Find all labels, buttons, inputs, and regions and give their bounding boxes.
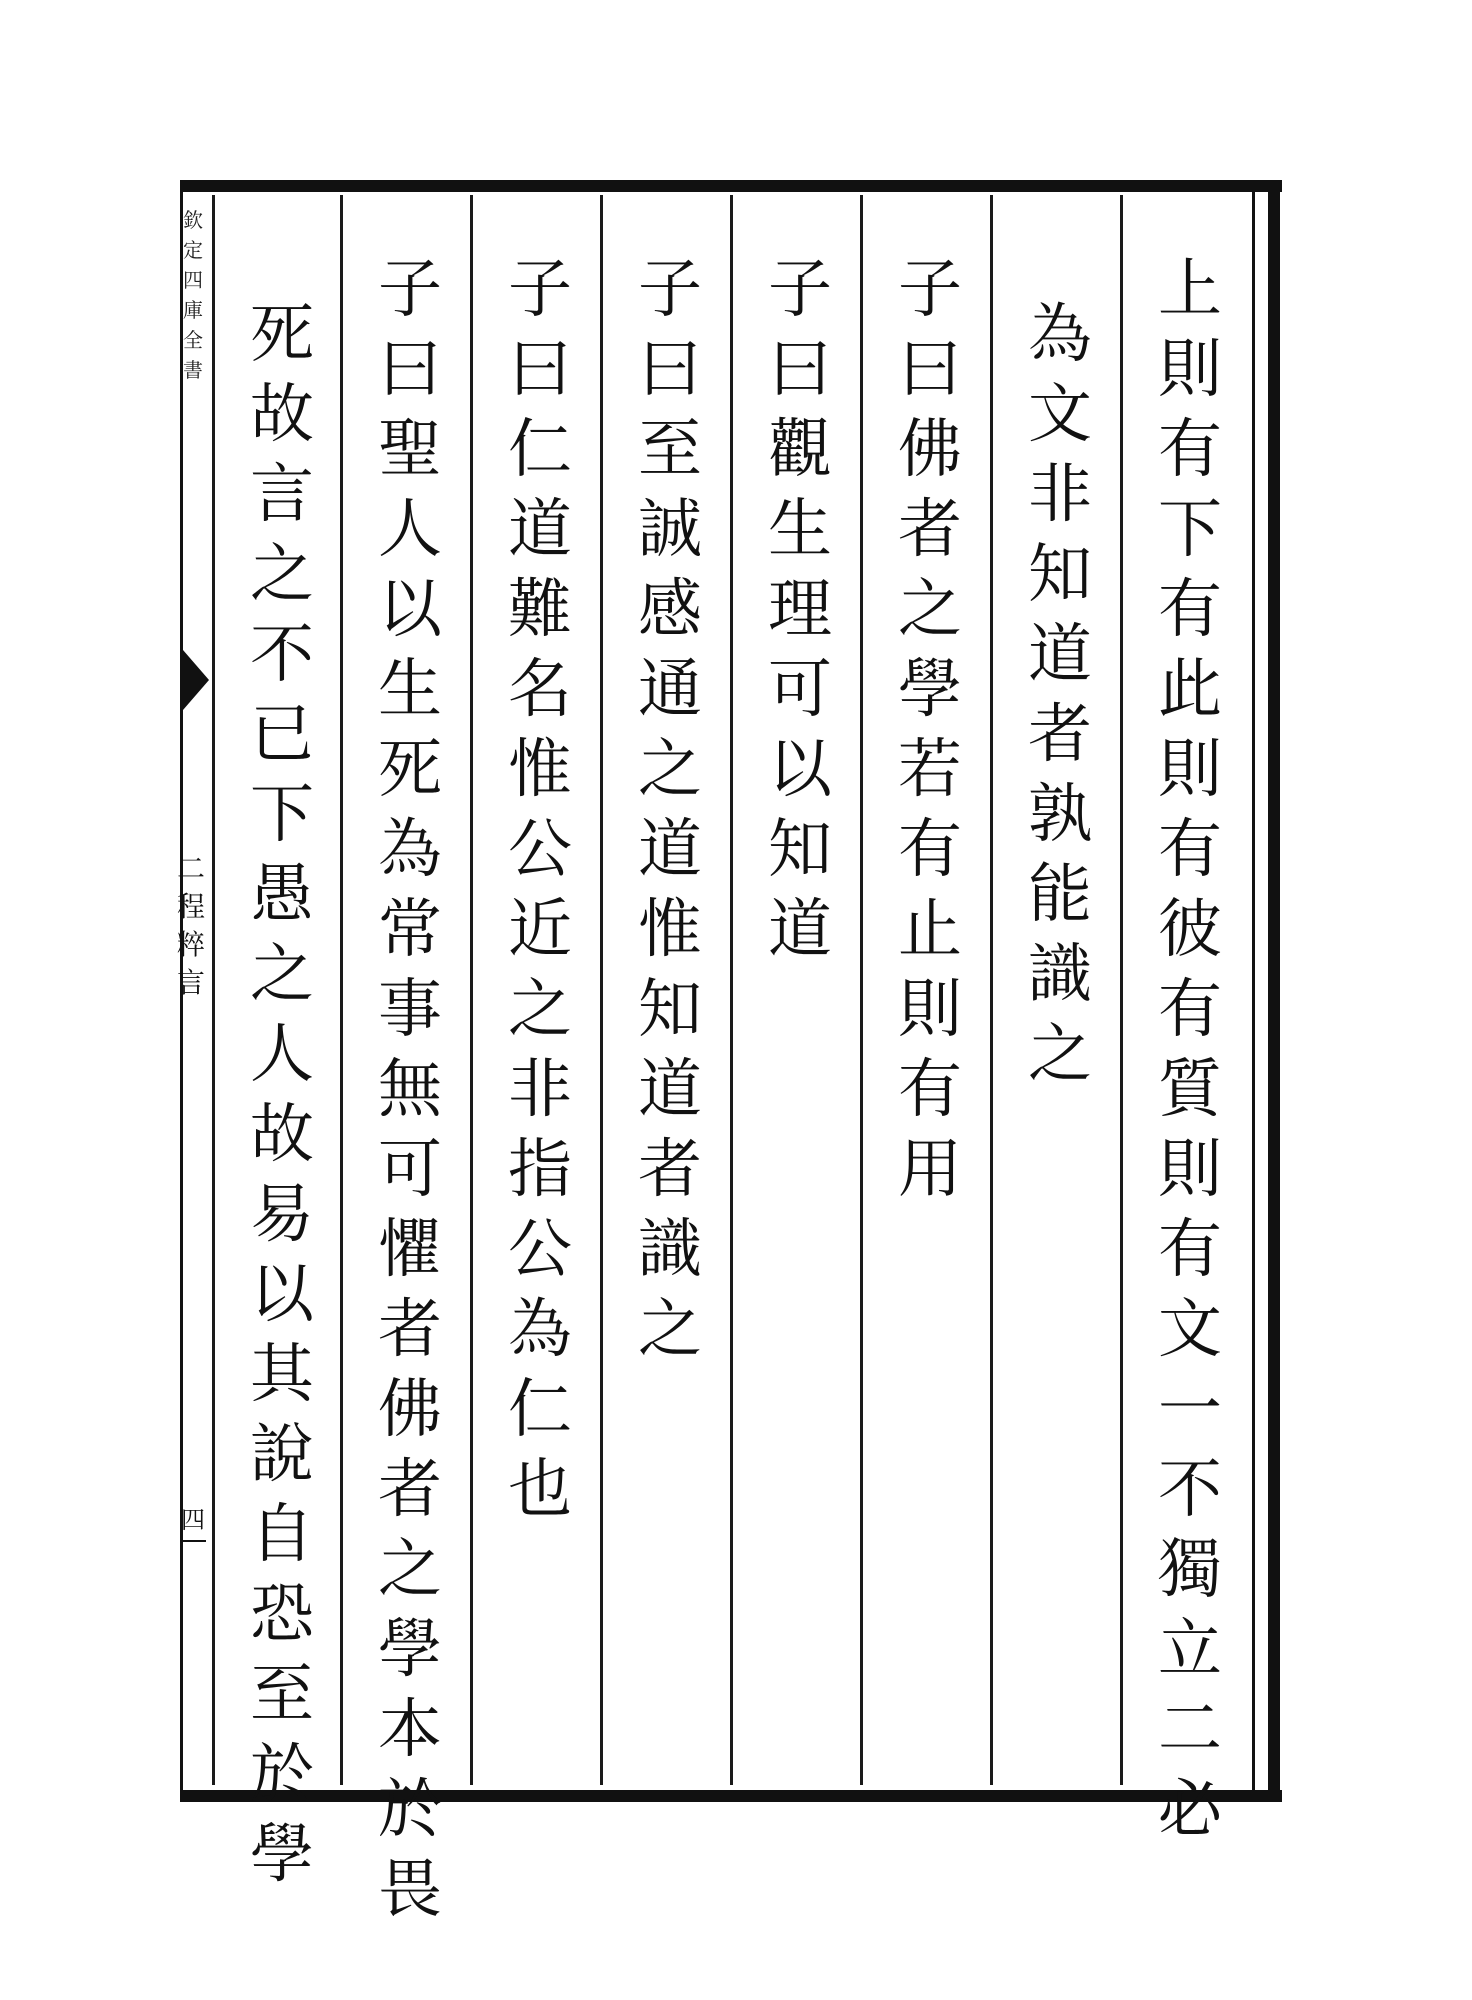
column-character: 佛	[898, 413, 962, 487]
column-character: 者	[1028, 698, 1092, 772]
column-character: 佛	[378, 1373, 442, 1447]
column-character: 必	[1158, 1773, 1222, 1847]
column-character: 道	[508, 493, 572, 567]
column-character: 死	[378, 733, 442, 807]
column-rule	[212, 195, 215, 1785]
column-character: 之	[638, 733, 702, 807]
column-character: 學	[898, 653, 962, 727]
frame-right-inner-line	[1252, 192, 1255, 1790]
column-character: 止	[898, 893, 962, 967]
margin-title-character: 四	[183, 268, 203, 292]
column-character: 仁	[508, 1373, 572, 1447]
column-character: 者	[378, 1293, 442, 1367]
column-character: 不	[1158, 1453, 1222, 1527]
frame-bottom-border	[180, 1790, 1282, 1802]
column-character: 至	[250, 1658, 314, 1732]
column-character: 懼	[378, 1213, 442, 1287]
column-character: 其	[250, 1338, 314, 1412]
column-character: 惟	[508, 733, 572, 807]
column-character: 曰	[768, 333, 832, 407]
column-character: 人	[250, 1018, 314, 1092]
text-column-7	[360, 250, 460, 1927]
column-character: 之	[378, 1533, 442, 1607]
column-character: 故	[250, 1098, 314, 1172]
text-column-1	[1140, 250, 1240, 1847]
column-character: 子	[638, 253, 702, 327]
column-character: 則	[1158, 733, 1222, 807]
column-character: 曰	[898, 333, 962, 407]
text-column-3	[880, 250, 980, 1780]
column-character: 也	[508, 1453, 572, 1527]
column-character: 死	[250, 298, 314, 372]
column-character: 文	[1028, 378, 1092, 452]
column-character: 誠	[638, 493, 702, 567]
column-character: 非	[1028, 458, 1092, 532]
column-character: 道	[638, 1053, 702, 1127]
column-rule	[860, 195, 863, 1785]
column-character: 難	[508, 573, 572, 647]
text-column-4	[750, 250, 850, 1780]
margin-page-rule	[180, 1540, 206, 1542]
margin-title-character: 欽	[183, 208, 203, 232]
column-character: 聖	[378, 413, 442, 487]
column-character: 學	[378, 1613, 442, 1687]
column-character: 惟	[638, 893, 702, 967]
column-character: 之	[638, 1293, 702, 1367]
column-character: 近	[508, 893, 572, 967]
text-column-8	[232, 295, 332, 1892]
column-character: 質	[1158, 1053, 1222, 1127]
text-column-2	[1010, 295, 1110, 1825]
column-character: 生	[768, 493, 832, 567]
column-character: 道	[638, 813, 702, 887]
fish-tail-mark	[183, 650, 209, 710]
column-character: 之	[508, 973, 572, 1047]
column-character: 曰	[378, 333, 442, 407]
column-character: 曰	[508, 333, 572, 407]
column-character: 有	[1158, 573, 1222, 647]
frame-top-border	[180, 180, 1282, 192]
column-character: 有	[1158, 973, 1222, 1047]
column-character: 易	[250, 1178, 314, 1252]
column-character: 畏	[378, 1853, 442, 1927]
column-character: 立	[1158, 1613, 1222, 1687]
column-character: 此	[1158, 653, 1222, 727]
column-character: 孰	[1028, 778, 1092, 852]
column-character: 人	[378, 493, 442, 567]
column-character: 常	[378, 893, 442, 967]
column-character: 可	[768, 653, 832, 727]
column-character: 為	[508, 1293, 572, 1367]
column-character: 仁	[508, 413, 572, 487]
margin-book-character: 程	[176, 890, 205, 923]
column-character: 之	[1028, 1018, 1092, 1092]
column-character: 者	[898, 493, 962, 567]
column-character: 公	[508, 813, 572, 887]
column-character: 有	[1158, 413, 1222, 487]
column-character: 愚	[250, 858, 314, 932]
frame-right-border	[1268, 180, 1280, 1802]
column-rule	[340, 195, 343, 1785]
column-character: 用	[898, 1133, 962, 1207]
column-character: 至	[638, 413, 702, 487]
column-character: 通	[638, 653, 702, 727]
column-character: 理	[768, 573, 832, 647]
column-character: 子	[378, 253, 442, 327]
column-rule	[600, 195, 603, 1785]
column-character: 若	[898, 733, 962, 807]
column-character: 感	[638, 573, 702, 647]
text-column-6	[490, 250, 590, 1780]
column-character: 於	[250, 1738, 314, 1812]
column-character: 以	[250, 1258, 314, 1332]
column-character: 為	[1028, 298, 1092, 372]
column-character: 故	[250, 378, 314, 452]
column-character: 曰	[638, 333, 702, 407]
column-character: 不	[250, 618, 314, 692]
column-character: 有	[1158, 813, 1222, 887]
margin-title-character: 書	[183, 358, 203, 382]
column-character: 知	[1028, 538, 1092, 612]
column-character: 之	[250, 938, 314, 1012]
column-character: 以	[378, 573, 442, 647]
column-character: 無	[378, 1053, 442, 1127]
margin-book-title	[176, 850, 206, 1002]
column-character: 以	[768, 733, 832, 807]
column-character: 事	[378, 973, 442, 1047]
column-character: 者	[378, 1453, 442, 1527]
column-character: 彼	[1158, 893, 1222, 967]
margin-title-character: 全	[183, 328, 203, 352]
column-character: 則	[1158, 333, 1222, 407]
column-character: 文	[1158, 1293, 1222, 1367]
column-character: 觀	[768, 413, 832, 487]
column-character: 指	[508, 1133, 572, 1207]
column-rule	[1120, 195, 1123, 1785]
column-character: 道	[1028, 618, 1092, 692]
column-character: 生	[378, 653, 442, 727]
column-character: 言	[250, 458, 314, 532]
column-character: 子	[768, 253, 832, 327]
column-character: 說	[250, 1418, 314, 1492]
column-character: 有	[898, 813, 962, 887]
column-character: 則	[1158, 1133, 1222, 1207]
column-character: 為	[378, 813, 442, 887]
column-character: 下	[250, 778, 314, 852]
column-character: 有	[1158, 1213, 1222, 1287]
column-character: 可	[378, 1133, 442, 1207]
column-character: 恐	[250, 1578, 314, 1652]
column-character: 下	[1158, 493, 1222, 567]
margin-title-character: 定	[183, 238, 203, 262]
column-character: 名	[508, 653, 572, 727]
column-character: 一	[1158, 1373, 1222, 1447]
column-character: 識	[638, 1213, 702, 1287]
column-character: 之	[250, 538, 314, 612]
column-character: 於	[378, 1773, 442, 1847]
column-character: 識	[1028, 938, 1092, 1012]
column-character: 二	[1158, 1693, 1222, 1767]
column-character: 公	[508, 1213, 572, 1287]
margin-book-character: 粹	[176, 928, 205, 961]
column-character: 道	[768, 893, 832, 967]
column-character: 子	[898, 253, 962, 327]
column-character: 上	[1158, 253, 1222, 327]
column-character: 學	[250, 1818, 314, 1892]
column-character: 知	[638, 973, 702, 1047]
column-character: 已	[250, 698, 314, 772]
column-rule	[730, 195, 733, 1785]
column-character: 者	[638, 1133, 702, 1207]
margin-page-number: 四	[181, 1506, 205, 1534]
margin-book-character: 言	[176, 966, 205, 999]
column-character: 本	[378, 1693, 442, 1767]
column-character: 非	[508, 1053, 572, 1127]
margin-book-character: 二	[176, 852, 205, 885]
column-character: 能	[1028, 858, 1092, 932]
margin-series-title	[182, 205, 204, 645]
column-character: 子	[508, 253, 572, 327]
column-character: 之	[898, 573, 962, 647]
column-character: 自	[250, 1498, 314, 1572]
column-character: 有	[898, 1053, 962, 1127]
column-character: 知	[768, 813, 832, 887]
column-character: 獨	[1158, 1533, 1222, 1607]
margin-title-character: 庫	[183, 298, 203, 322]
column-rule	[990, 195, 993, 1785]
column-character: 則	[898, 973, 962, 1047]
column-rule	[470, 195, 473, 1785]
text-column-5	[620, 250, 720, 1780]
